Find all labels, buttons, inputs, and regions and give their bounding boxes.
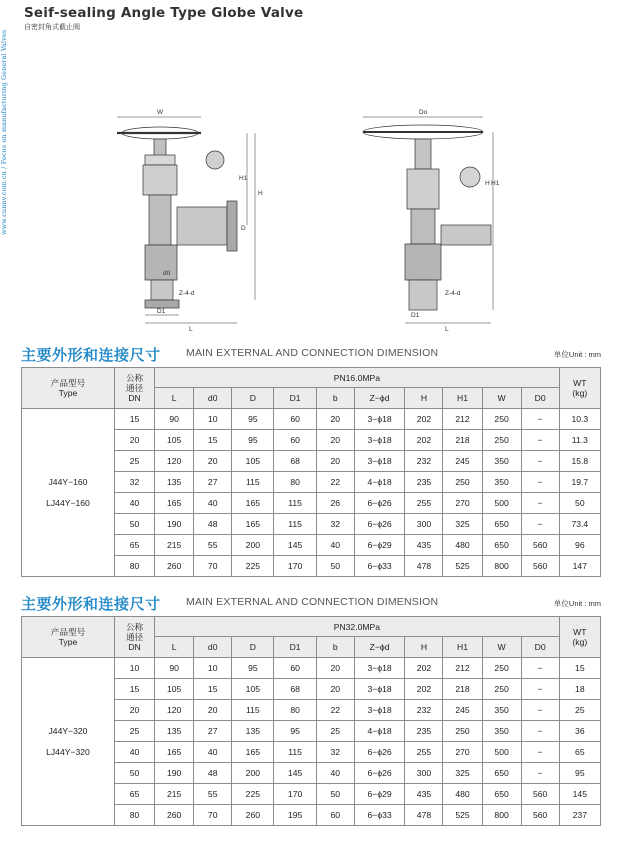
table-cell: 6−ϕ26 — [354, 763, 405, 784]
table-cell: 22 — [316, 700, 354, 721]
table-cell: 202 — [405, 409, 443, 430]
table-cell: − — [521, 472, 559, 493]
column-header: D1 — [274, 388, 316, 409]
table-cell: 560 — [521, 556, 559, 577]
table-cell: 650 — [482, 514, 521, 535]
table-row — [22, 409, 601, 430]
table-cell: 105 — [155, 430, 194, 451]
table-cell: 190 — [155, 763, 194, 784]
table-cell: 145 — [274, 763, 316, 784]
table-cell: 3−ϕ18 — [354, 658, 405, 679]
bonnet — [407, 169, 439, 209]
valve-drawing-right-svg — [345, 95, 500, 335]
label-l: L — [189, 326, 193, 333]
label-d1: D1 — [411, 312, 420, 319]
table-cell: 15 — [114, 679, 154, 700]
table-cell: 225 — [232, 784, 274, 805]
body-neck — [411, 209, 435, 244]
table-cell: 232 — [405, 700, 443, 721]
table-cell: 50 — [114, 514, 154, 535]
table-cell: 200 — [232, 535, 274, 556]
label-d0: d0 — [163, 270, 171, 277]
table-cell: 48 — [194, 514, 232, 535]
dn-header: 公称 通径 DN — [114, 617, 154, 658]
section-title-zh: 主要外形和连接尺寸 — [21, 346, 161, 364]
table-cell: 96 — [559, 535, 600, 556]
column-header: Z−ϕd — [354, 388, 405, 409]
table-cell: − — [521, 430, 559, 451]
page-subtitle: 自密封角式截止阀 — [24, 23, 80, 31]
table-cell: 650 — [482, 535, 521, 556]
table-cell: 80 — [114, 805, 154, 826]
table-cell: 90 — [155, 658, 194, 679]
column-header: b — [316, 388, 354, 409]
table-cell: 650 — [482, 784, 521, 805]
table-cell: − — [521, 409, 559, 430]
table-cell: 800 — [482, 805, 521, 826]
table-cell: 525 — [443, 556, 482, 577]
table-cell: 19.7 — [559, 472, 600, 493]
column-header: L — [155, 637, 194, 658]
table-cell: 95 — [274, 721, 316, 742]
wt-header: WT (kg) — [559, 617, 600, 658]
table-cell: 60 — [274, 658, 316, 679]
table-cell: 145 — [559, 784, 600, 805]
table-cell: 25 — [316, 721, 354, 742]
table-cell: 165 — [232, 742, 274, 763]
body-neck — [149, 195, 171, 245]
table-cell: 135 — [155, 721, 194, 742]
table-cell: 170 — [274, 556, 316, 577]
table-cell: 26 — [316, 493, 354, 514]
inlet-pipe — [151, 280, 173, 300]
label-d0: Do — [419, 109, 428, 116]
table-cell: − — [521, 451, 559, 472]
column-header: H1 — [443, 637, 482, 658]
stem — [415, 139, 431, 169]
column-header: b — [316, 637, 354, 658]
column-header: Z−ϕd — [354, 637, 405, 658]
valve-drawing-right — [345, 95, 500, 335]
table-cell: 195 — [274, 805, 316, 826]
section-heading-1 — [21, 344, 601, 362]
table-cell: 115 — [232, 700, 274, 721]
table-cell: 22 — [316, 472, 354, 493]
column-header: D0 — [521, 637, 559, 658]
section-title-zh: 主要外形和连接尺寸 — [21, 595, 161, 613]
table-cell: 480 — [443, 784, 482, 805]
table-cell: 10 — [194, 409, 232, 430]
table-cell: 260 — [155, 805, 194, 826]
column-header: D — [232, 637, 274, 658]
table-cell: 48 — [194, 763, 232, 784]
valve-body — [145, 245, 177, 280]
table-cell: 245 — [443, 700, 482, 721]
table-cell: 260 — [155, 556, 194, 577]
inlet-pipe — [409, 280, 437, 310]
model-name: J44Y−160 — [48, 476, 88, 487]
table-cell: 95 — [232, 430, 274, 451]
table-cell: 10.3 — [559, 409, 600, 430]
table-cell: 3−ϕ18 — [354, 430, 405, 451]
table-cell: 115 — [274, 493, 316, 514]
table-cell: 245 — [443, 451, 482, 472]
table-cell: 560 — [521, 535, 559, 556]
table-cell: 15 — [559, 658, 600, 679]
table-cell: 25 — [114, 721, 154, 742]
unit-label: 单位Unit : mm — [553, 599, 601, 608]
table-cell: 225 — [232, 556, 274, 577]
table-cell: 250 — [482, 430, 521, 451]
side-website-text: www.cunnv.com.cn / Focus on manufacturing General Valves — [1, 29, 8, 235]
table-cell: 6−ϕ29 — [354, 784, 405, 805]
table-cell: 105 — [232, 451, 274, 472]
table-row — [22, 658, 601, 679]
table-cell: − — [521, 514, 559, 535]
dimension-table-pn32 — [21, 616, 601, 826]
table-cell: 60 — [274, 430, 316, 451]
table-cell: 20 — [316, 430, 354, 451]
table-cell: 212 — [443, 658, 482, 679]
table-cell: 40 — [114, 742, 154, 763]
outlet-flange — [227, 201, 237, 251]
table-cell: 40 — [194, 493, 232, 514]
table-cell: 435 — [405, 535, 443, 556]
table-cell: 20 — [194, 451, 232, 472]
table-cell: 20 — [316, 679, 354, 700]
model-cell — [22, 658, 115, 826]
label-d: D — [241, 225, 246, 232]
table-cell: 270 — [443, 742, 482, 763]
table-cell: − — [521, 763, 559, 784]
column-header: d0 — [194, 388, 232, 409]
table-cell: 200 — [232, 763, 274, 784]
table-cell: 50 — [114, 763, 154, 784]
yoke — [145, 155, 175, 165]
outlet-pipe — [441, 225, 491, 245]
table-cell: 105 — [232, 679, 274, 700]
table-cell: 3−ϕ18 — [354, 451, 405, 472]
table-cell: 3−ϕ18 — [354, 409, 405, 430]
label-l: L — [445, 326, 449, 333]
table-cell: 255 — [405, 493, 443, 514]
table-cell: 478 — [405, 805, 443, 826]
table-cell: 165 — [232, 514, 274, 535]
type-header: 产品型号 Type — [22, 617, 115, 658]
table-cell: 50 — [316, 784, 354, 805]
table-cell: 350 — [482, 721, 521, 742]
column-header: H — [405, 388, 443, 409]
pressure-header: PN32.0MPa — [155, 617, 560, 637]
table-cell: 525 — [443, 805, 482, 826]
bonnet — [143, 165, 177, 195]
table-cell: 650 — [482, 763, 521, 784]
dimension-table-pn16 — [21, 367, 601, 577]
table-cell: 250 — [443, 721, 482, 742]
pressure-header: PN16.0MPa — [155, 368, 560, 388]
table-cell: 165 — [155, 493, 194, 514]
valve-drawing-left — [105, 95, 265, 335]
table-cell: 4−ϕ18 — [354, 721, 405, 742]
table-cell: 115 — [232, 472, 274, 493]
table-cell: 65 — [114, 535, 154, 556]
table-cell: 32 — [316, 514, 354, 535]
model-name: LJ44Y−160 — [46, 497, 90, 508]
table-cell: 73.4 — [559, 514, 600, 535]
label-h: H — [258, 190, 263, 197]
table-cell: 80 — [274, 700, 316, 721]
table-cell: 270 — [443, 493, 482, 514]
table-cell: 235 — [405, 721, 443, 742]
table-cell: 212 — [443, 409, 482, 430]
dn-header: 公称 通径 DN — [114, 368, 154, 409]
table-cell: 10 — [114, 658, 154, 679]
model-name: J44Y−320 — [48, 725, 88, 736]
table-cell: 40 — [316, 535, 354, 556]
table-cell: 55 — [194, 535, 232, 556]
table-cell: 3−ϕ18 — [354, 700, 405, 721]
table-cell: 250 — [443, 472, 482, 493]
table-cell: 25 — [559, 700, 600, 721]
column-header: L — [155, 388, 194, 409]
label-z: Z-4-d — [179, 290, 195, 297]
table-cell: 32 — [114, 472, 154, 493]
column-header: D — [232, 388, 274, 409]
table-cell: 20 — [114, 430, 154, 451]
detail-circle — [206, 151, 224, 169]
table-cell: 15.8 — [559, 451, 600, 472]
table-cell: 165 — [232, 493, 274, 514]
table-cell: 4−ϕ18 — [354, 472, 405, 493]
table-cell: 6−ϕ29 — [354, 535, 405, 556]
table-cell: 500 — [482, 742, 521, 763]
table-cell: 25 — [114, 451, 154, 472]
table-cell: 20 — [194, 700, 232, 721]
table-cell: 325 — [443, 514, 482, 535]
table-cell: 20 — [114, 700, 154, 721]
label-h: H — [485, 180, 490, 187]
table-cell: 237 — [559, 805, 600, 826]
label-w: W — [157, 109, 164, 116]
table-cell: 250 — [482, 658, 521, 679]
section-title-en: MAIN EXTERNAL AND CONNECTION DIMENSION — [186, 596, 439, 608]
table-cell: 50 — [559, 493, 600, 514]
valve-body — [405, 244, 441, 280]
detail-circle — [460, 167, 480, 187]
column-header: D0 — [521, 388, 559, 409]
table-cell: 250 — [482, 409, 521, 430]
table-cell: 165 — [155, 742, 194, 763]
table-cell: 190 — [155, 514, 194, 535]
model-name: LJ44Y−320 — [46, 746, 90, 757]
table-cell: 218 — [443, 679, 482, 700]
table-cell: 6−ϕ26 — [354, 514, 405, 535]
table-cell: − — [521, 721, 559, 742]
table-cell: 20 — [316, 409, 354, 430]
table-cell: 40 — [316, 763, 354, 784]
table-cell: 55 — [194, 784, 232, 805]
table-cell: 560 — [521, 805, 559, 826]
table-cell: 800 — [482, 556, 521, 577]
table-cell: 115 — [274, 742, 316, 763]
table-cell: 20 — [316, 658, 354, 679]
table-cell: 260 — [232, 805, 274, 826]
column-header: W — [482, 388, 521, 409]
table-cell: 90 — [155, 409, 194, 430]
table-cell: 70 — [194, 805, 232, 826]
table-cell: 65 — [559, 742, 600, 763]
wt-header: WT (kg) — [559, 368, 600, 409]
type-header: 产品型号 Type — [22, 368, 115, 409]
table-cell: 215 — [155, 535, 194, 556]
section-heading-2 — [21, 593, 601, 611]
table-cell: 218 — [443, 430, 482, 451]
table-cell: 32 — [316, 742, 354, 763]
table-cell: 68 — [274, 679, 316, 700]
table-cell: 325 — [443, 763, 482, 784]
table-cell: 300 — [405, 514, 443, 535]
inlet-flange — [145, 300, 179, 308]
column-header: W — [482, 637, 521, 658]
table-cell: 135 — [232, 721, 274, 742]
table-cell: 3−ϕ18 — [354, 679, 405, 700]
table-cell: 27 — [194, 472, 232, 493]
table-cell: 560 — [521, 784, 559, 805]
column-header: d0 — [194, 637, 232, 658]
table-cell: 135 — [155, 472, 194, 493]
table-cell: 15 — [114, 409, 154, 430]
table-cell: 6−ϕ33 — [354, 805, 405, 826]
table-cell: 20 — [316, 451, 354, 472]
column-header: H — [405, 637, 443, 658]
table-cell: 95 — [232, 658, 274, 679]
table-cell: 480 — [443, 535, 482, 556]
table-cell: 95 — [559, 763, 600, 784]
table-cell: 15 — [194, 679, 232, 700]
table-cell: 36 — [559, 721, 600, 742]
label-z: Z-4-d — [445, 290, 461, 297]
table-cell: 6−ϕ26 — [354, 493, 405, 514]
table-cell: − — [521, 493, 559, 514]
table-cell: − — [521, 700, 559, 721]
column-header: D1 — [274, 637, 316, 658]
table-cell: 120 — [155, 700, 194, 721]
table-cell: 300 — [405, 763, 443, 784]
table-cell: − — [521, 658, 559, 679]
table-cell: 115 — [274, 514, 316, 535]
table-cell: 10 — [194, 658, 232, 679]
table-cell: 500 — [482, 493, 521, 514]
table-cell: 68 — [274, 451, 316, 472]
table-cell: 478 — [405, 556, 443, 577]
table-cell: 350 — [482, 472, 521, 493]
table-cell: 60 — [274, 409, 316, 430]
table-cell: 105 — [155, 679, 194, 700]
table-cell: 147 — [559, 556, 600, 577]
table-cell: 120 — [155, 451, 194, 472]
label-h1: H1 — [239, 175, 248, 182]
table-cell: 255 — [405, 742, 443, 763]
table-cell: 80 — [114, 556, 154, 577]
table-cell: − — [521, 742, 559, 763]
table-cell: − — [521, 679, 559, 700]
table-cell: 18 — [559, 679, 600, 700]
table-cell: 27 — [194, 721, 232, 742]
section-title-en: MAIN EXTERNAL AND CONNECTION DIMENSION — [186, 347, 439, 359]
table-cell: 215 — [155, 784, 194, 805]
unit-label: 单位Unit : mm — [553, 350, 601, 359]
table-cell: 350 — [482, 451, 521, 472]
valve-drawing-left-svg — [105, 95, 265, 335]
table-cell: 80 — [274, 472, 316, 493]
table-cell: 95 — [232, 409, 274, 430]
model-cell — [22, 409, 115, 577]
column-header: H1 — [443, 388, 482, 409]
table-cell: 170 — [274, 784, 316, 805]
label-d1: D1 — [157, 308, 166, 315]
page-title: Seif-sealing Angle Type Globe Valve — [24, 5, 304, 21]
table-cell: 232 — [405, 451, 443, 472]
table-cell: 11.3 — [559, 430, 600, 451]
table-cell: 145 — [274, 535, 316, 556]
table-cell: 202 — [405, 430, 443, 451]
table-cell: 65 — [114, 784, 154, 805]
table-cell: 50 — [316, 556, 354, 577]
table-cell: 40 — [114, 493, 154, 514]
outlet-pipe — [177, 207, 227, 245]
table-cell: 235 — [405, 472, 443, 493]
table-cell: 40 — [194, 742, 232, 763]
table-cell: 435 — [405, 784, 443, 805]
table-cell: 250 — [482, 679, 521, 700]
table-cell: 60 — [316, 805, 354, 826]
table-cell: 15 — [194, 430, 232, 451]
table-cell: 350 — [482, 700, 521, 721]
label-h1: H1 — [491, 180, 500, 187]
table-cell: 70 — [194, 556, 232, 577]
table-cell: 6−ϕ26 — [354, 742, 405, 763]
table-cell: 202 — [405, 679, 443, 700]
table-cell: 6−ϕ33 — [354, 556, 405, 577]
table-cell: 202 — [405, 658, 443, 679]
